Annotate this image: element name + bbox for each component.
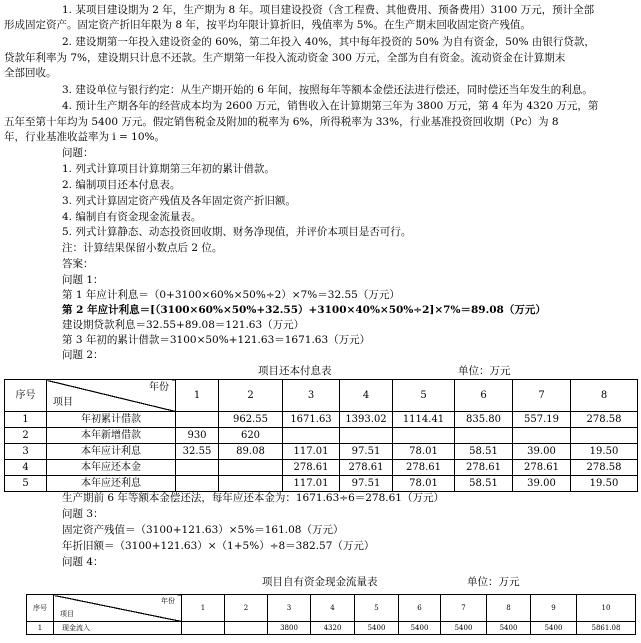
answer-1-line-2: 第 2 年应计利息＝[（3100×60%×50%+32.55）+3100×40%×50%÷2]×7%＝89.08（万元） <box>62 304 546 316</box>
cell: 39.00 <box>513 476 571 492</box>
repayment-note: 生产期前 6 年等额本金偿还法，每年应还本金为：1671.63÷6＝278.61（万元） <box>62 492 444 504</box>
row-item: 本年应还本金 <box>47 460 176 476</box>
answer-3-line-1: 固定资产残值＝（3100+121.63）×5%＝161.08（万元） <box>62 524 344 536</box>
cell: 5400 <box>399 622 441 635</box>
cell: 620 <box>219 428 283 444</box>
para-1-line-1: 1. 某项目建设期为 2 年，生产期为 8 年。项目建设投资（含工程费、其他费用、预备费用）3100 万元，预计全部 <box>62 4 595 16</box>
cell: 278.61 <box>513 460 571 476</box>
table-row <box>5 428 638 444</box>
cell: 1671.63 <box>283 412 340 428</box>
cell: 117.01 <box>283 444 340 460</box>
header-item-label: 项目 <box>53 397 73 408</box>
cell <box>340 428 393 444</box>
year-header: 6 <box>455 380 513 412</box>
header-year-label: 年份 <box>149 382 169 393</box>
row-item: 本年应计利息 <box>47 444 176 460</box>
cell: 1114.41 <box>393 412 455 428</box>
para-4-line-3: 年，行业基准收益率为 i = 10%。 <box>4 131 166 143</box>
row-seq: 2 <box>5 428 47 444</box>
table-2-title: 项目自有资金现金流量表 <box>262 576 378 588</box>
row-seq: 3 <box>5 444 47 460</box>
questions-heading: 问题： <box>62 147 94 159</box>
cell: 5400 <box>355 622 399 635</box>
answer-4-heading: 问题 4： <box>62 556 104 568</box>
para-4-line-1: 4. 预计生产期各年的经营成本均为 2600 万元，销售收入在计算期第三年为 3800 万元，第 4 年为 4320 万元，第 <box>62 100 599 112</box>
row-item: 年初累计借款 <box>47 412 176 428</box>
cell: 278.58 <box>571 460 638 476</box>
header-seq: 序号 <box>27 595 54 622</box>
table-row <box>27 622 636 635</box>
header-diagonal-cell <box>54 595 182 622</box>
year-header: 10 <box>577 595 636 622</box>
year-header: 6 <box>399 595 441 622</box>
cell <box>176 460 219 476</box>
cashflow-table <box>26 594 636 635</box>
year-header: 1 <box>176 380 219 412</box>
cell <box>513 428 571 444</box>
cell <box>219 476 283 492</box>
answer-1-line-1: 第 1 年应计利息＝（0+3100×60%×50%÷2）×7%＝32.55（万元） <box>62 289 400 301</box>
year-header: 2 <box>219 380 283 412</box>
header-seq: 序号 <box>5 380 47 412</box>
cell: 5861.08 <box>577 622 636 635</box>
year-header: 3 <box>283 380 340 412</box>
cell <box>283 428 340 444</box>
para-2-line-1: 2. 建设期第一年投入建设资金的 60%，第二年投入 40%，其中每年投资的 50% 为自有资金，50% 由银行贷款， <box>62 36 595 48</box>
cell: 78.01 <box>393 476 455 492</box>
cell: 39.00 <box>513 444 571 460</box>
question-3: 3. 列式计算固定资产残值及各年固定资产折旧额。 <box>62 195 296 207</box>
question-2: 2. 编制项目还本付息表。 <box>62 179 181 191</box>
answer-3-line-2: 年折旧额＝（3100+121.63）×（1+5%）÷8＝382.57（万元） <box>62 540 375 552</box>
answer-1-line-4: 第 3 年初的累计借款＝3100×50%+121.63＝1671.63（万元） <box>62 334 371 346</box>
row-seq: 1 <box>27 622 54 635</box>
answer-1-heading: 问题 1： <box>62 274 104 286</box>
table-1-unit: 单位：万元 <box>458 365 511 377</box>
cell: 78.01 <box>393 444 455 460</box>
cell: 278.61 <box>393 460 455 476</box>
row-seq: 5 <box>5 476 47 492</box>
cell: 117.01 <box>283 476 340 492</box>
cell: 1393.02 <box>340 412 393 428</box>
table-row <box>5 460 638 476</box>
cell: 278.61 <box>340 460 393 476</box>
year-header: 9 <box>531 595 577 622</box>
para-4-line-2: 五年至第十年均为 5400 万元。假定销售税金及附加的税率为 6%，所得税率为 33%，行业基准投资回收期（Pc）为 8 <box>4 116 559 128</box>
cell: 557.19 <box>513 412 571 428</box>
year-header: 7 <box>513 380 571 412</box>
para-2-line-2: 贷款年利率为 7%，建设期只计息不还款。生产期第一年投入流动资金 300 万元，全部为自有资金。流动资金在计算期末 <box>4 52 566 64</box>
cell: 97.51 <box>340 476 393 492</box>
cell <box>176 476 219 492</box>
year-header: 8 <box>487 595 531 622</box>
answer-3-heading: 问题 3： <box>62 508 104 520</box>
cell <box>225 622 268 635</box>
row-item: 现金流入 <box>54 622 182 635</box>
para-1-line-2: 形成固定资产。固定资产折旧年限为 8 年，按平均年限计算折旧，残值率为 5%。在生产期末回收固定资产残值。 <box>4 19 531 31</box>
table-1-title: 项目还本付息表 <box>258 365 332 377</box>
cell: 19.50 <box>571 444 638 460</box>
cell: 58.51 <box>455 476 513 492</box>
year-header: 5 <box>393 380 455 412</box>
question-1: 1. 列式计算项目计算期第三年初的累计借款。 <box>62 163 275 175</box>
cell: 835.80 <box>455 412 513 428</box>
cell: 89.08 <box>219 444 283 460</box>
cell <box>455 428 513 444</box>
answer-1-line-3: 建设期贷款利息＝32.55+89.08＝121.63（万元） <box>62 319 305 331</box>
header-year-label: 年份 <box>161 597 175 605</box>
cell: 278.61 <box>455 460 513 476</box>
cell: 32.55 <box>176 444 219 460</box>
cell: 4320 <box>311 622 355 635</box>
row-seq: 1 <box>5 412 47 428</box>
cell: 962.55 <box>219 412 283 428</box>
question-4: 4. 编制自有资金现金流量表。 <box>62 211 202 223</box>
repayment-table <box>4 379 638 492</box>
table-row <box>5 412 638 428</box>
para-3-line-1: 3. 建设单位与银行约定：从生产期开始的 6 年间，按照每年等额本金偿还法进行偿还，同时偿还当年发生的利息。 <box>62 84 593 96</box>
cell <box>571 428 638 444</box>
cell <box>219 460 283 476</box>
cell: 19.50 <box>571 476 638 492</box>
row-seq: 4 <box>5 460 47 476</box>
header-item-label: 项目 <box>60 610 74 618</box>
para-2-line-3: 全部回收。 <box>4 67 57 79</box>
year-header: 2 <box>225 595 268 622</box>
cell: 278.61 <box>283 460 340 476</box>
year-header: 3 <box>268 595 311 622</box>
header-diagonal-cell <box>47 380 176 412</box>
cell <box>393 428 455 444</box>
year-header: 7 <box>441 595 487 622</box>
year-header: 1 <box>182 595 225 622</box>
cell <box>182 622 225 635</box>
year-header: 8 <box>571 380 638 412</box>
table-2-unit: 单位：万元 <box>467 576 520 588</box>
cell: 3800 <box>268 622 311 635</box>
cell: 5400 <box>487 622 531 635</box>
cell: 278.58 <box>571 412 638 428</box>
row-item: 本年新增借款 <box>47 428 176 444</box>
table-row <box>5 444 638 460</box>
cell: 5400 <box>531 622 577 635</box>
answer-2-heading: 问题 2： <box>62 349 104 361</box>
cell: 5400 <box>441 622 487 635</box>
cell: 97.51 <box>340 444 393 460</box>
cell: 930 <box>176 428 219 444</box>
question-5: 5. 列式计算静态、动态投资回收期、财务净现值，并评价本项目是否可行。 <box>62 226 412 238</box>
cell <box>176 412 219 428</box>
cell: 58.51 <box>455 444 513 460</box>
note: 注：计算结果保留小数点后 2 位。 <box>62 242 223 254</box>
row-item: 本年应还利息 <box>47 476 176 492</box>
year-header: 4 <box>340 380 393 412</box>
table-row <box>5 476 638 492</box>
answer-heading: 答案： <box>62 258 94 270</box>
year-header: 4 <box>311 595 355 622</box>
year-header: 5 <box>355 595 399 622</box>
